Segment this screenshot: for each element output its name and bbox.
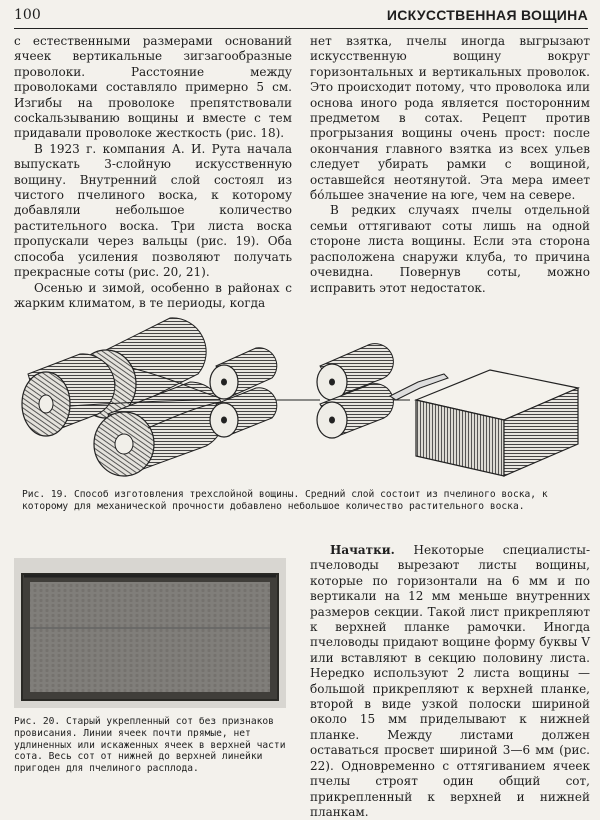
paragraph: Осенью и зимой, особенно в районах с жарким климатом, в те периоды, когда <box>14 280 292 310</box>
figure-20-comb-photo <box>14 558 286 708</box>
paragraph: В редких случаях пчелы отдельной семьи оттягивают соты лишь на одной стороне листа вощины. Если эта сторона расположена снаружи клуба, то причина очевидна. Повернув соты, можно исправить этот недостаток. <box>310 203 590 295</box>
figure-20-caption: Рис. 20. Старый укрепленный сот без признаков провисания. Линии ячеек почти прямые, нет удлиненных или искаженных ячеек в верхней части сота. Весь сот от нижней до верхней линейки пригоден для пчелиного расплода. <box>14 716 286 775</box>
press-rollers-second <box>317 344 393 438</box>
paragraph: с естественными размерами оснований ячеек вертикальные зигзагообразные проволоки. Расстояние между проволоками составляло примерно 5 см. Изгибы на проволоке препятствовали сосkальзыванию вощины и вместе с тем придавали проволоке жесткость (рис. 18). <box>14 34 292 141</box>
paragraph: нет взятка, пчелы иногда выгрызают искусственную вощину вокруг горизонтальных и вертикальных проволок. Это происходит потому, что проволока или основа иного рода является посторонним предметом в сотах. Рецепт против прогрызания вощины очень прост: после окончания главного взятка из всех ульев следует убирать рамки с вощиной, оставшейся неотянутой. Эта мера имеет бо́льшее значение на юге, чем на севере. <box>310 34 590 203</box>
left-column <box>14 34 292 311</box>
paragraph <box>310 543 590 820</box>
section-natatki <box>310 543 590 820</box>
right-column <box>310 34 590 296</box>
section-text: Некоторые специалисты-пчеловоды вырезают листы вощины, которые по горизонтали на 6 мм и по вертикали на 12 мм меньше внутренних размеров секции. Такой лист прикрепляют к верхней планке рамочки. Иногда пчеловоды придают вощине форму буквы V или вставляют в секцию половину листа. Нередко используют 2 листа вощины — большой прикрепляют к верхней планке, второй в виде узкой полоски шириной около 15 мм приделывают к нижней планке. Между листами должен оставаться просвет шириной 3—6 мм (рис. 22). Одновременно с оттягиванием ячеек пчелы строят один общий сот, прикрепленный к верхней и нижней планкам. <box>310 543 590 819</box>
paragraph: В 1923 г. компания А. И. Рута начала выпускать 3-слойную искусственную вощину. Внутренний слой состоял из чистого пчелиного воска, к которому добавляли небольшое количество растительного воска. Три листа воска пропускали через вальцы (рис. 19). Оба способа усиления позволяют получать прекрасные соты (рис. 20, 21). <box>14 141 292 280</box>
finished-sheets-stack <box>416 370 578 476</box>
press-rollers-first <box>210 348 277 437</box>
section-heading: Начатки. <box>330 543 395 557</box>
page-header <box>14 6 588 29</box>
page-number: 100 <box>14 7 41 23</box>
figure-19-caption: Рис. 19. Способ изготовления трехслойной вощины. Средний слой состоит из пчелиного воска, к которому для механической прочности добавлено небольшое количество растительного воска. <box>22 489 548 512</box>
running-title: ИСКУССТВЕННАЯ ВОЩИНА <box>386 7 588 23</box>
figure-19-rollers-illustration <box>20 296 586 478</box>
